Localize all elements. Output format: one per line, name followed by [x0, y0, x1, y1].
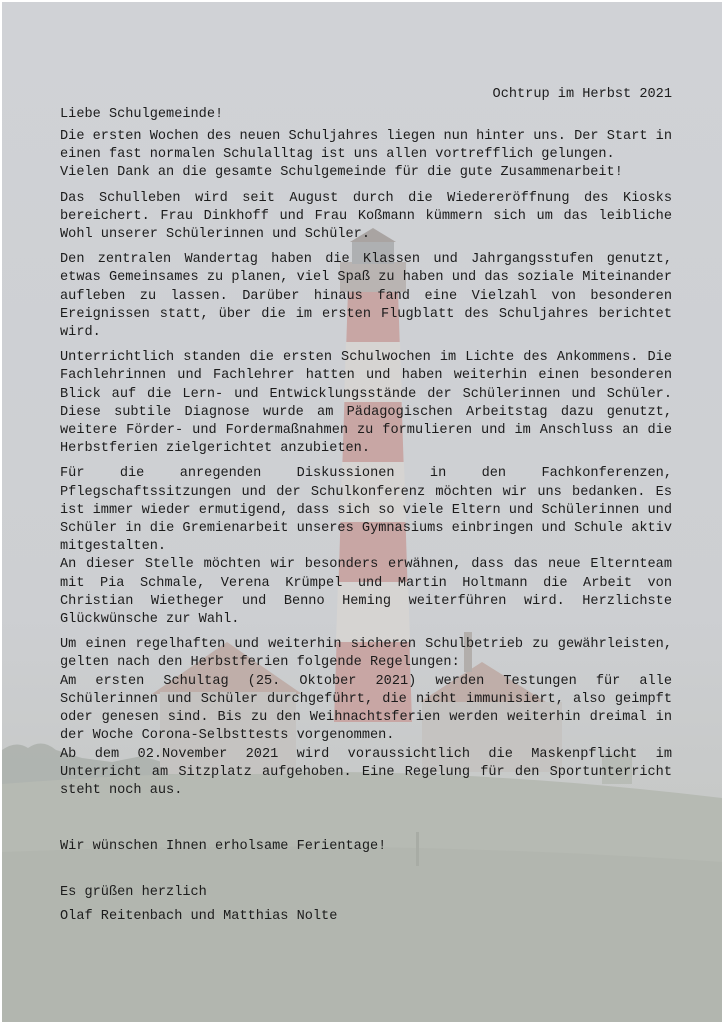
- paragraph-kiosk: Das Schulleben wird seit August durch die Wiedereröffnung des Kiosks bereichert. Frau Dinkhoff und Frau Koßmann kümmern sich um das leibliche Wohl unserer Schülerinnen und Schüler.: [60, 190, 672, 243]
- paragraph-wandertag: Den zentralen Wandertag haben die Klassen und Jahrgangsstufen genutzt, etwas Gemeinsames zu planen, viel Spaß zu haben und das soziale Miteinander aufleben zu lassen. Darüber hinaus fand eine Vielzahl von besonderen Ereignissen statt, über die im ersten Flugblatt des Schuljahres berichtet wird.: [60, 252, 672, 341]
- paragraph-unterricht: Unterrichtlich standen die ersten Schulwochen im Lichte des Ankommens. Die Fachlehrinnen und Fachlehrer hatten und haben weiterhin einen besonderen Blick auf die Lern- und Entwicklungsstände der Schülerinnen und Schüler. Diese subtile Diagnose wurde am Pädagogischen Arbeitstag dazu genutzt, weitere Förder- und Fordermaßnahmen zu formulieren und im Anschluss an die Herbstferien zielgerichtet anzubieten.: [60, 350, 672, 457]
- paragraph-thanks: Vielen Dank an die gesamte Schulgemeinde für die gute Zusammenarbeit!: [60, 165, 623, 181]
- letter-page: [2, 2, 722, 1022]
- paragraph-regelungen: Um einen regelhaften und weiterhin sicheren Schulbetrieb zu gewährleisten, gelten nach den Herbstferien folgende Regelungen:: [60, 637, 672, 671]
- letter-paragraphs: [60, 128, 672, 800]
- paragraph-elternteam: An dieser Stelle möchten wir besonders erwähnen, dass das neue Elternteam mit Pia Schmale, Verena Krümpel und Martin Holtmann die Arbeit von Christian Wietheger und Benno Heming weiterführen wird. Herzlichste Glückwünsche zur Wahl.: [60, 557, 672, 628]
- closing-greeting: Es grüßen herzlich: [60, 885, 207, 900]
- paragraph-maskenpflicht: Ab dem 02.November 2021 wird voraussichtlich die Maskenpflicht im Unterricht am Sitzplatz aufgehoben. Eine Regelung für den Sportunterricht steht noch aus.: [60, 746, 672, 798]
- salutation: Liebe Schulgemeinde!: [60, 107, 224, 122]
- closing-wish: Wir wünschen Ihnen erholsame Ferientage!: [60, 839, 387, 854]
- paragraph-diskussionen: Für die anregenden Diskussionen in den Fachkonferenzen, Pflegschaftssitzungen und der Schulkonferenz möchten wir uns bedanken. Es ist immer wieder ermutigend, dass sich so viele Eltern und Schülerinnen und Schüler in die Gremienarbeit unseres Gymnasiums einbringen und Schule aktiv mitgestalten.: [60, 466, 672, 555]
- signatories: Olaf Reitenbach und Matthias Nolte: [60, 909, 338, 924]
- paragraph-testungen: Am ersten Schultag (25. Oktober 2021) werden Testungen für alle Schülerinnen und Schüler durchgeführt, die nicht immunisiert, also geimpft oder genesen sind. Bis zu den Weihnachtsferien werden weiterhin dreimal in der Woche Corona-Selbsttests vorgenommen.: [60, 673, 672, 744]
- date-line: Ochtrup im Herbst 2021: [492, 87, 672, 102]
- paragraph-intro: Die ersten Wochen des neuen Schuljahres liegen nun hinter uns. Der Start in einen fast normalen Schulalltag ist uns allen vortrefflich gelungen.: [60, 129, 672, 163]
